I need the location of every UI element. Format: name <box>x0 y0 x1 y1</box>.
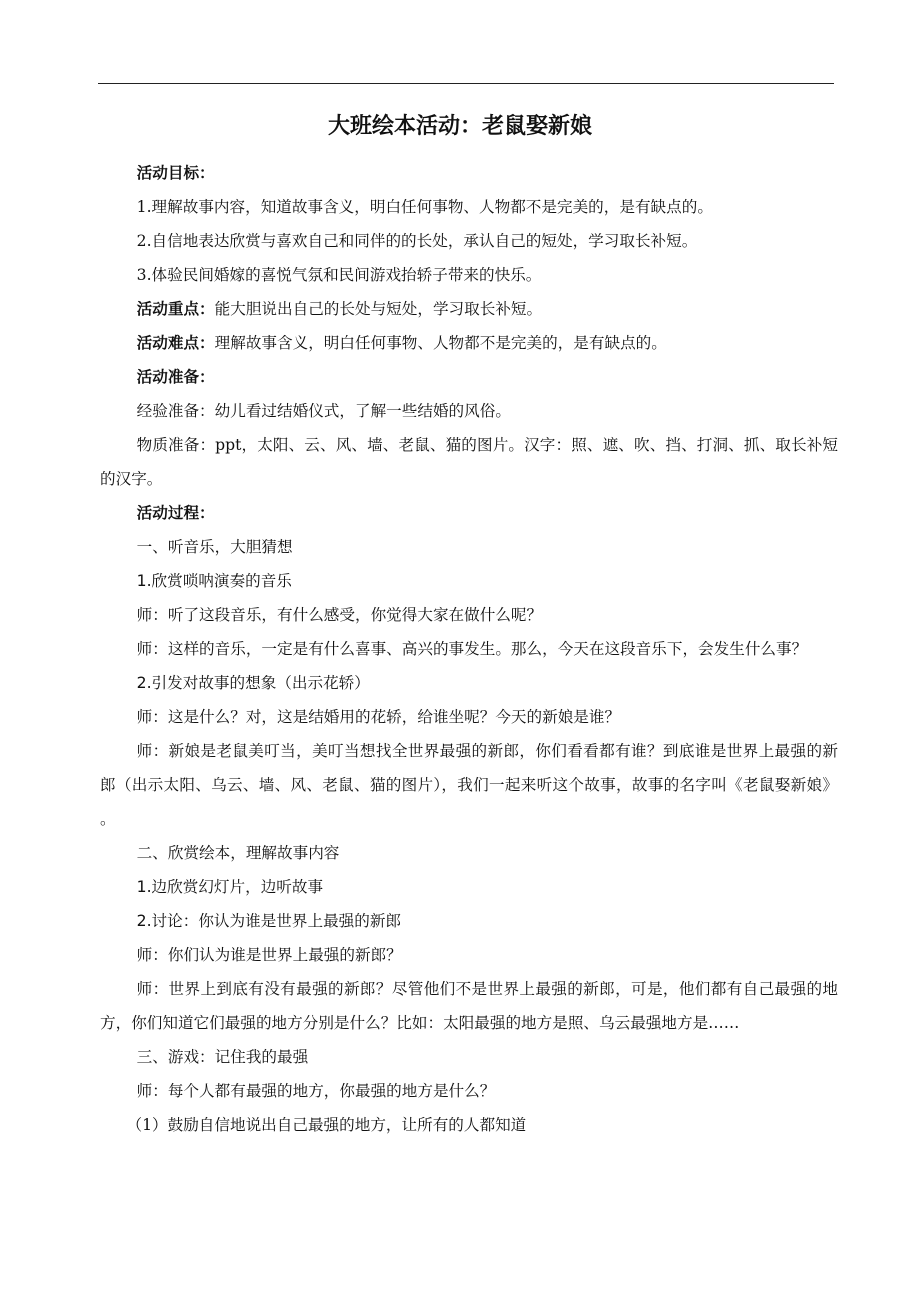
key-point-text: 能大胆说出自己的长处与短处，学习取长补短。 <box>214 300 543 318</box>
dialogue-paragraph: 师：这样的音乐，一定是有什么喜事、高兴的事发生。那么，今天在这段音乐下，会发生什么事？ <box>136 640 808 658</box>
difficulty-label: 活动难点： <box>136 334 215 352</box>
goal-item: 2.自信地表达欣赏与喜欢自己和同伴的的长处，承认自己的短处，学习取长补短。 <box>136 232 698 250</box>
step-item: 2.引发对故事的想象（出示花轿） <box>136 674 370 692</box>
dialogue-paragraph: 师：听了这段音乐，有什么感受，你觉得大家在做什么呢？ <box>136 606 543 624</box>
header-rule <box>98 83 834 84</box>
key-point-label: 活动重点： <box>136 300 215 318</box>
step-item: 2.讨论：你认为谁是世界上最强的新郎 <box>136 912 402 930</box>
goal-item: 3.体验民间婚嫁的喜悦气氛和民间游戏抬轿子带来的快乐。 <box>136 266 542 284</box>
section-title: 一、听音乐，大胆猜想 <box>136 538 293 556</box>
prep-experience: 经验准备：幼儿看过结婚仪式，了解一些结婚的风俗。 <box>136 402 511 420</box>
section-title: 三、游戏：记住我的最强 <box>136 1048 309 1066</box>
dialogue-paragraph: 师：你们认为谁是世界上最强的新郎？ <box>136 946 402 964</box>
document-body <box>100 156 838 1142</box>
difficulty-text: 理解故事含义，明白任何事物、人物都不是完美的，是有缺点的。 <box>214 334 667 352</box>
goals-heading: 活动目标： <box>136 164 215 182</box>
step-item: 1.欣赏唢呐演奏的音乐 <box>136 572 292 590</box>
goal-item: 1.理解故事内容，知道故事含义，明白任何事物、人物都不是完美的，是有缺点的。 <box>136 198 713 216</box>
document-title: 大班绘本活动：老鼠娶新娘 <box>327 114 592 139</box>
key-point-paragraph <box>100 292 838 326</box>
dialogue-paragraph: 师：新娘是老鼠美叮当，美叮当想找全世界最强的新郎，你们看看都有谁？到底谁是世界上最强的新郎（出示太阳、乌云、墙、风、老鼠、猫的图片），我们一起来听这个故事，故事的名字叫《老鼠娶新娘》 。 <box>100 742 838 828</box>
dialogue-paragraph: 师：每个人都有最强的地方，你最强的地方是什么？ <box>136 1082 496 1100</box>
sub-item: （1）鼓励自信地说出自己最强的地方，让所有的人都知道 <box>126 1116 527 1134</box>
prep-materials: 物质准备：ppt，太阳、云、风、墙、老鼠、猫的图片。汉字：照、遮、吹、挡、打洞、抓、取长补短的汉字。 <box>100 436 838 488</box>
section-title: 二、欣赏绘本，理解故事内容 <box>136 844 340 862</box>
prep-heading: 活动准备： <box>136 368 215 386</box>
dialogue-paragraph: 师：这是什么？对，这是结婚用的花轿，给谁坐呢？今天的新娘是谁？ <box>136 708 621 726</box>
difficulty-paragraph <box>100 326 838 360</box>
process-heading: 活动过程： <box>136 504 215 522</box>
step-item: 1.边欣赏幻灯片，边听故事 <box>136 878 324 896</box>
dialogue-paragraph: 师：世界上到底有没有最强的新郎？尽管他们不是世界上最强的新郎，可是，他们都有自己最强的地方，你们知道它们最强的地方分别是什么？比如：太阳最强的地方是照、乌云最强地方是…… <box>100 980 838 1032</box>
